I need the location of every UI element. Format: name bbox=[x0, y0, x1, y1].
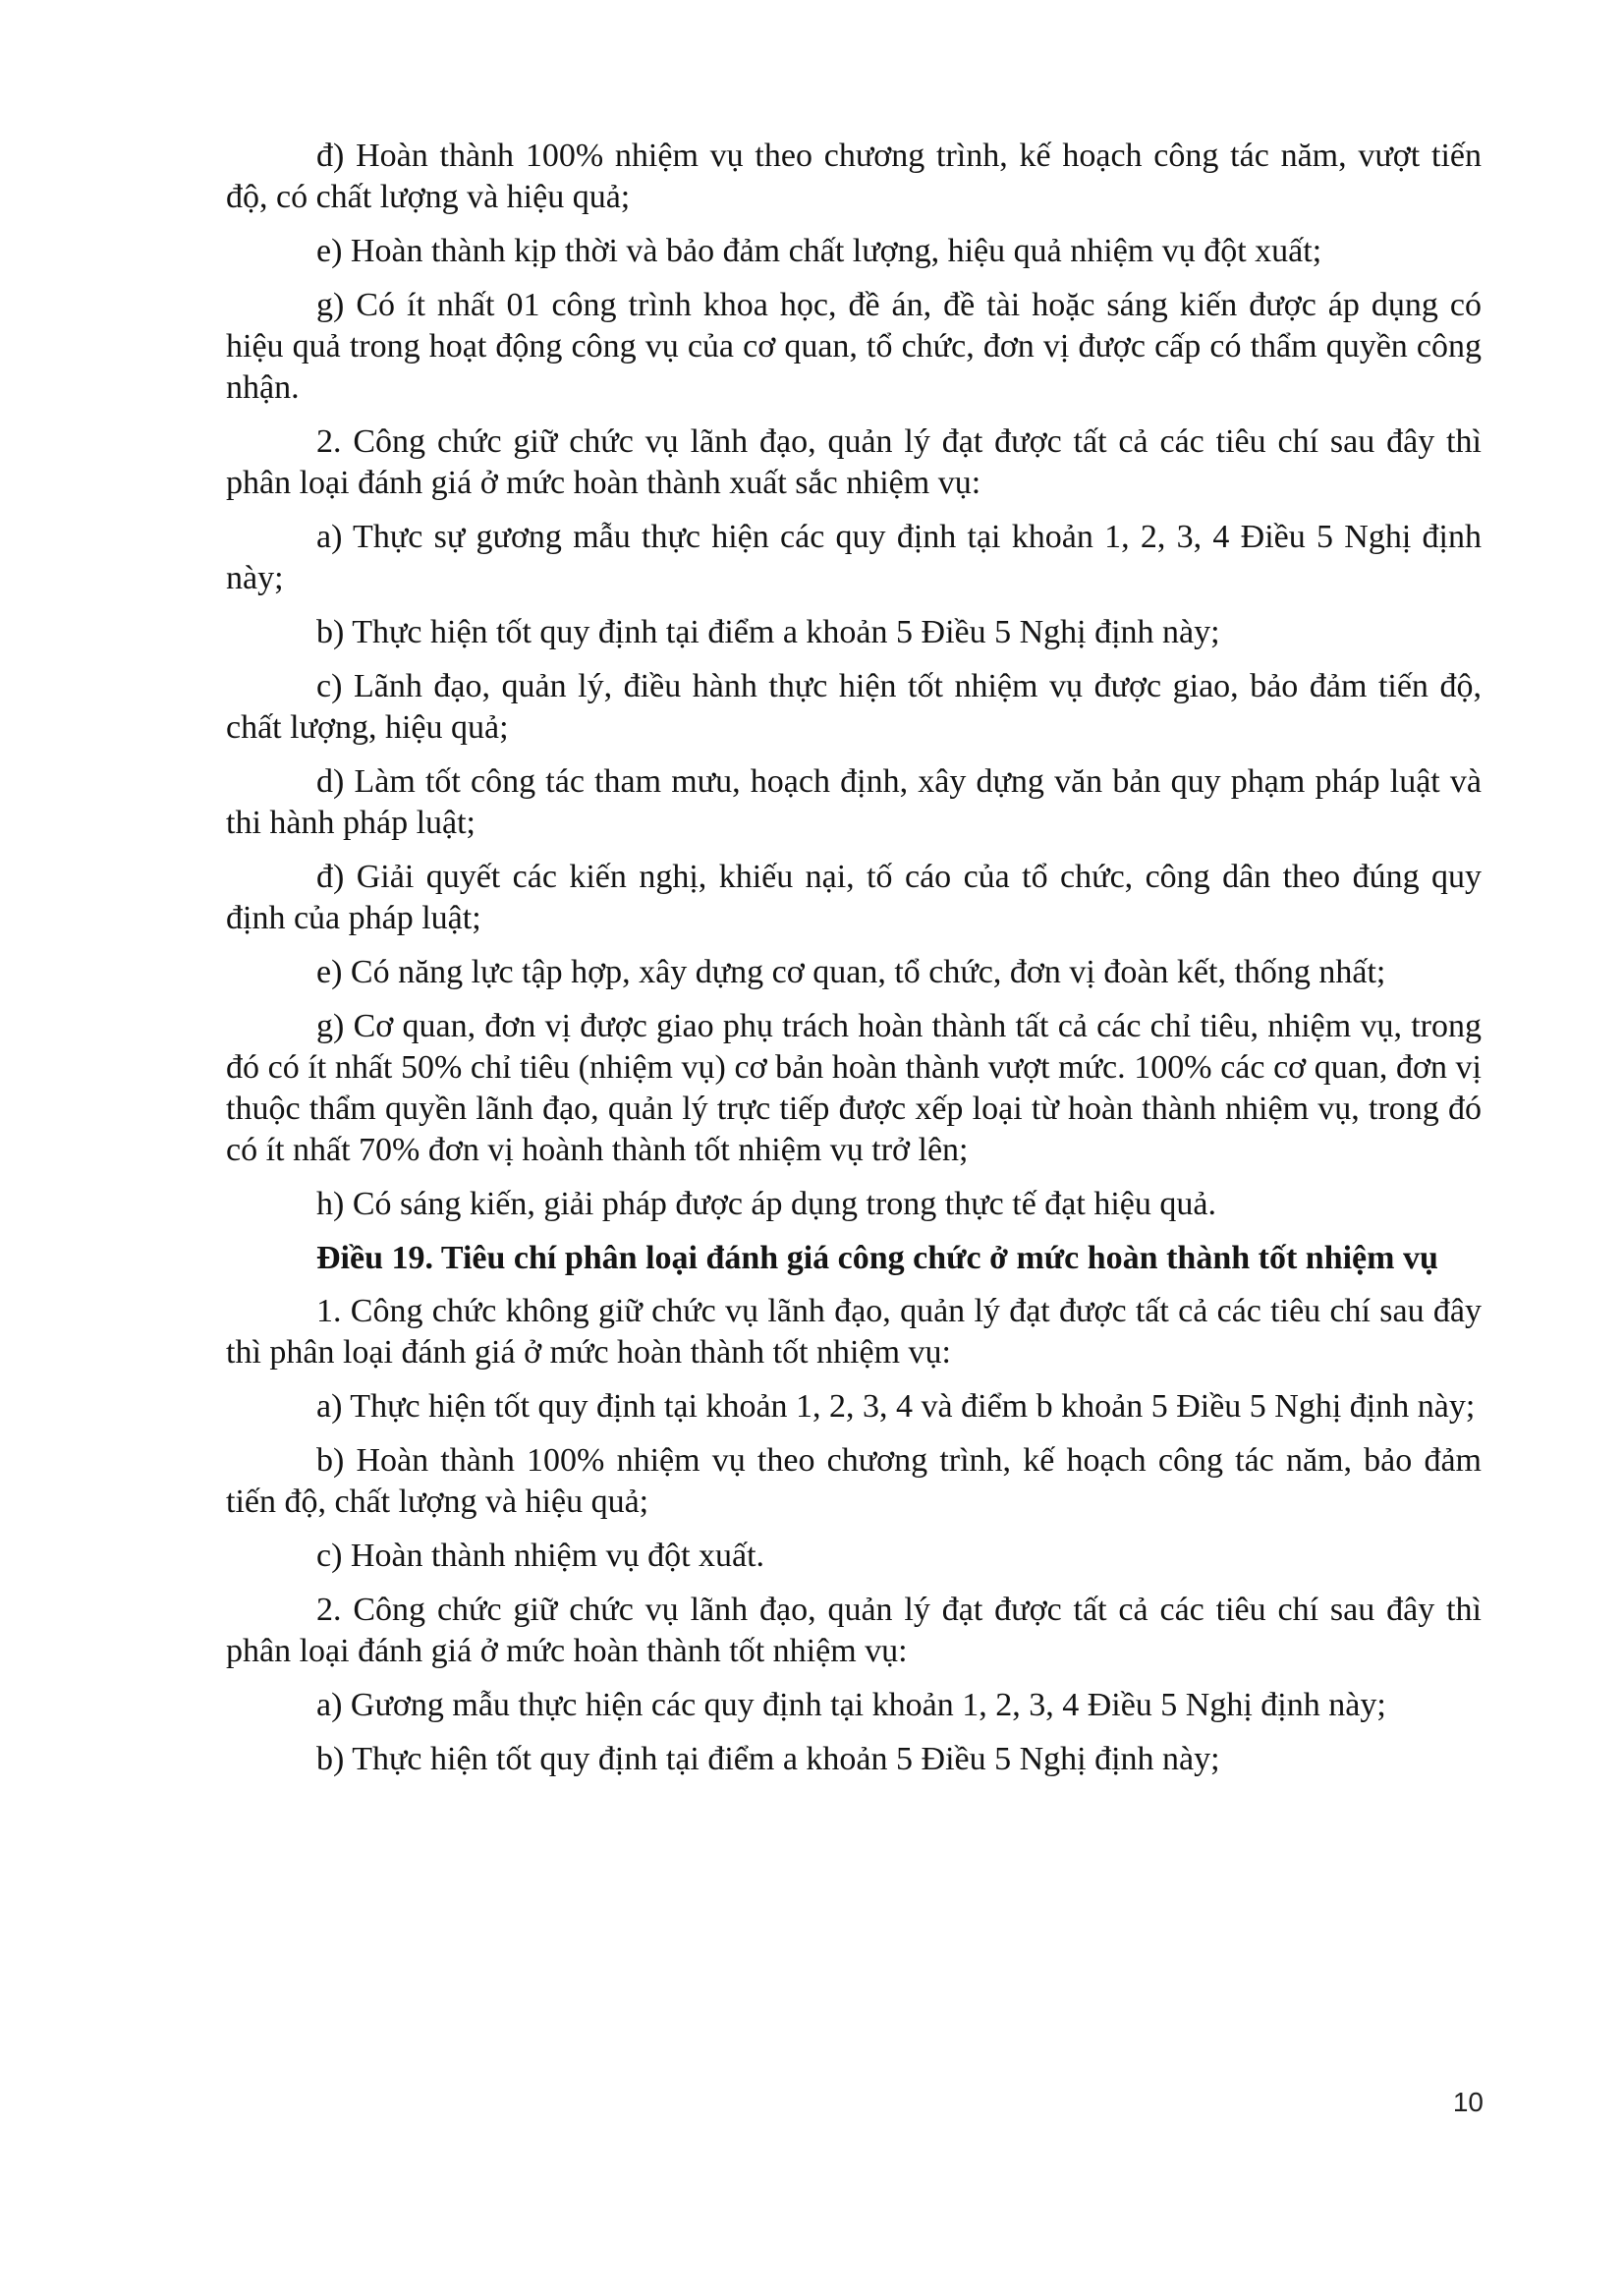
article-19-heading: Điều 19. Tiêu chí phân loại đánh giá công chức ở mức hoàn thành tốt nhiệm vụ bbox=[316, 1240, 1438, 1276]
paragraph-e-urgent-tasks: e) Hoàn thành kịp thời và bảo đảm chất lượng, hiệu quả nhiệm vụ đột xuất; bbox=[316, 233, 1322, 269]
paragraph-2-leaders-excellent: 2. Công chức giữ chức vụ lãnh đạo, quản lý đạt được tất cả các tiêu chí sau đây thì phân loại đánh giá ở mức hoàn thành xuất sắc nhiệm vụ: bbox=[226, 423, 1482, 501]
paragraph-1-non-leaders-good: 1. Công chức không giữ chức vụ lãnh đạo, quản lý đạt được tất cả các tiêu chí sau đây thì phân loại đánh giá ở mức hoàn thành tốt nhiệm vụ: bbox=[226, 1293, 1482, 1371]
paragraph-c-leadership: c) Lãnh đạo, quản lý, điều hành thực hiện tốt nhiệm vụ được giao, bảo đảm tiến độ, chất lượng, hiệu quả; bbox=[226, 668, 1482, 746]
paragraph-b-point-a: b) Thực hiện tốt quy định tại điểm a khoản 5 Điều 5 Nghị định này; bbox=[316, 614, 1220, 650]
paragraph-e-unity: e) Có năng lực tập hợp, xây dựng cơ quan, tổ chức, đơn vị đoàn kết, thống nhất; bbox=[316, 954, 1386, 990]
paragraph-a-good-regulations: a) Thực hiện tốt quy định tại khoản 1, 2, 3, 4 và điểm b khoản 5 Điều 5 Nghị định này; bbox=[316, 1388, 1476, 1425]
page-number: 10 bbox=[1452, 2087, 1484, 2117]
paragraph-d-advisory: d) Làm tốt công tác tham mưu, hoạch định, xây dựng văn bản quy phạm pháp luật và thi hành pháp luật; bbox=[226, 763, 1482, 841]
paragraph-g-scientific-work: g) Có ít nhất 01 công trình khoa học, đề án, đề tài hoặc sáng kiến được áp dụng có hiệu quả trong hoạt động công vụ của cơ quan, tổ chức, đơn vị được cấp có thẩm quyền công nhận. bbox=[226, 287, 1482, 406]
paragraph-a-exemplary: a) Thực sự gương mẫu thực hiện các quy định tại khoản 1, 2, 3, 4 Điều 5 Nghị định này; bbox=[226, 519, 1482, 596]
paragraph-c-urgent: c) Hoàn thành nhiệm vụ đột xuất. bbox=[316, 1538, 765, 1574]
paragraph-b-good-completion: b) Hoàn thành 100% nhiệm vụ theo chương trình, kế hoạch công tác năm, bảo đảm tiến độ, chất lượng và hiệu quả; bbox=[226, 1442, 1482, 1520]
paragraph-g-targets: g) Cơ quan, đơn vị được giao phụ trách hoàn thành tất cả các chỉ tiêu, nhiệm vụ, trong đó có ít nhất 50% chỉ tiêu (nhiệm vụ) cơ bản hoàn thành vượt mức. 100% các cơ quan, đơn vị thuộc thẩm quyền lãnh đạo, quản lý trực tiếp được xếp loại từ hoàn thành nhiệm vụ, trong đó có ít nhất 70% đơn vị hoành thành tốt nhiệm vụ trở lên; bbox=[226, 1008, 1482, 1168]
paragraph-h-initiatives: h) Có sáng kiến, giải pháp được áp dụng trong thực tế đạt hiệu quả. bbox=[316, 1186, 1216, 1222]
document-body bbox=[226, 136, 1482, 1793]
paragraph-2-leaders-good: 2. Công chức giữ chức vụ lãnh đạo, quản lý đạt được tất cả các tiêu chí sau đây thì phân loại đánh giá ở mức hoàn thành tốt nhiệm vụ: bbox=[226, 1592, 1482, 1669]
paragraph-b-leaders-point-a: b) Thực hiện tốt quy định tại điểm a khoản 5 Điều 5 Nghị định này; bbox=[316, 1741, 1220, 1777]
paragraph-a-leaders-exemplary: a) Gương mẫu thực hiện các quy định tại khoản 1, 2, 3, 4 Điều 5 Nghị định này; bbox=[316, 1687, 1386, 1723]
paragraph-d-bar-complaints: đ) Giải quyết các kiến nghị, khiếu nại, tố cáo của tổ chức, công dân theo đúng quy định của pháp luật; bbox=[226, 859, 1482, 936]
paragraph-d-bar-completion: đ) Hoàn thành 100% nhiệm vụ theo chương trình, kế hoạch công tác năm, vượt tiến độ, có chất lượng và hiệu quả; bbox=[226, 138, 1482, 215]
